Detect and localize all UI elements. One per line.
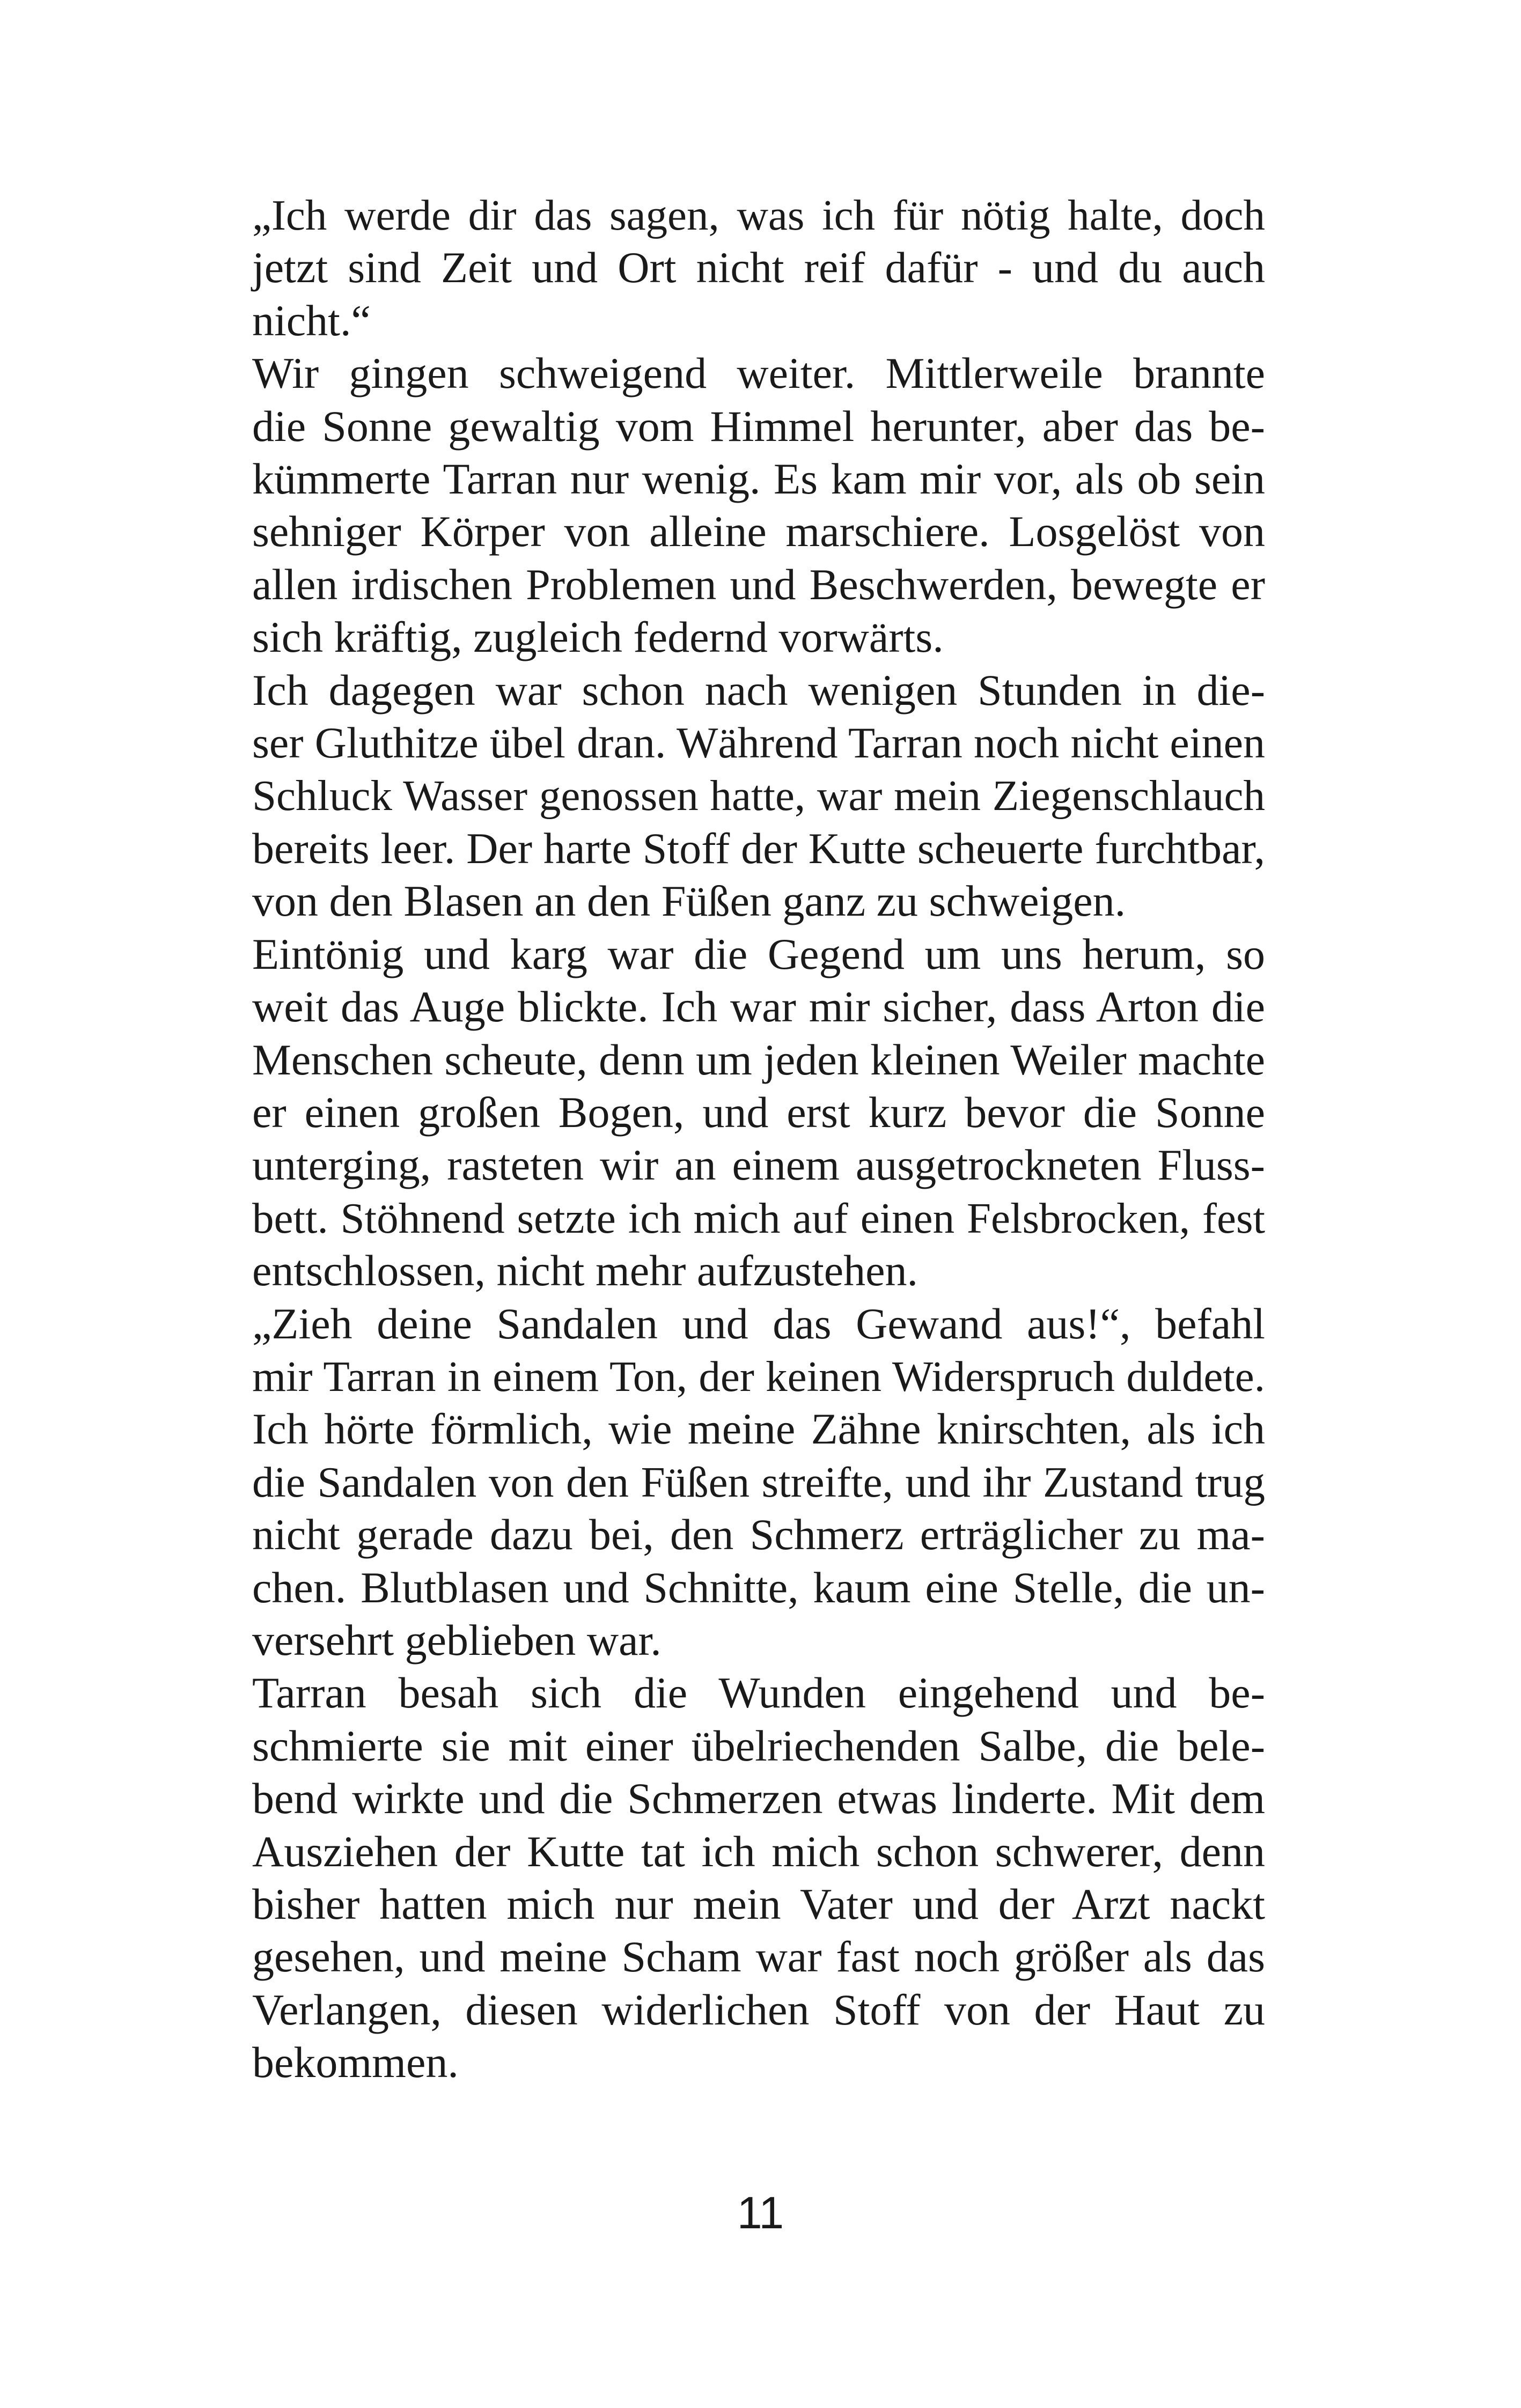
paragraph [189,1667,1265,2089]
text-line: sehniger Körper von alleine marschiere. Losgelöst von [252,507,1265,556]
text-line: unterging, rasteten wir an einem ausgetrockneten Fluss- [252,1140,1265,1190]
text-line: sich kräftig, zugleich federnd vorwärts. [252,613,944,662]
text-line: Eintönig und karg war die Gegend um uns herum, so [252,929,1265,978]
text-line: weit das Auge blickte. Ich war mir sicher, dass Arton die [252,982,1265,1032]
text-line: bett. Stöhnend setzte ich mich auf einen Felsbrocken, fest [252,1194,1265,1242]
text-line: ser Gluthitze übel dran. Während Tarran noch nicht einen [252,718,1265,768]
text-line: Ich hörte förmlich, wie meine Zähne knirschten, als ich [252,1404,1265,1454]
text-line: „Ich werde dir das sagen, was ich für nötig halte, doch [252,191,1265,239]
text-line: Verlangen, diesen widerlichen Stoff von der Haut zu [252,1985,1265,2034]
paragraph [189,928,1265,1298]
text-line: bereits leer. Der harte Stoff der Kutte scheuerte furchtbar, [252,823,1265,873]
text-line: gesehen, und meine Scham war fast noch größer als das [252,1932,1265,1982]
text-line: „Zieh deine Sandalen und das Gewand aus!“, befahl [252,1299,1265,1348]
text-line: mir Tarran in einem Ton, der keinen Widerspruch duldete. [252,1352,1265,1401]
text-line: Schluck Wasser genossen hatte, war mein Ziegenschlauch [252,771,1265,820]
text-line: versehrt geblieben war. [252,1615,662,1665]
text-line: Wir gingen schweigend weiter. Mittlerweile brannte [252,349,1265,398]
paragraph [189,189,1265,347]
text-line: bekommen. [252,2038,459,2087]
paragraph [189,347,1265,664]
text-line: kümmerte Tarran nur wenig. Es kam mir vor, als ob sein [252,454,1265,504]
text-line: die Sonne gewaltig vom Himmel herunter, aber das be- [252,401,1265,451]
text-line: nicht gerade dazu bei, den Schmerz erträglicher zu ma- [252,1510,1265,1559]
paragraph [189,1298,1265,1667]
text-line: er einen großen Bogen, und erst kurz bevor die Sonne [252,1087,1265,1137]
text-line: Tarran besah sich die Wunden eingehend und be- [252,1668,1265,1718]
text-line: allen irdischen Problemen und Beschwerden, bewegte er [252,559,1265,609]
text-line: bisher hatten mich nur mein Vater und der Arzt nackt [252,1880,1265,1928]
text-line: Ausziehen der Kutte tat ich mich schon schwerer, denn [252,1827,1265,1876]
text-line: chen. Blutblasen und Schnitte, kaum eine Stelle, die un- [252,1563,1265,1612]
text-line: bend wirkte und die Schmerzen etwas linderte. Mit dem [252,1774,1265,1823]
text-line: schmierte sie mit einer übelriechenden Salbe, die bele- [252,1721,1265,1770]
text-line: Ich dagegen war schon nach wenigen Stunden in die- [252,665,1265,715]
text-line: von den Blasen an den Füßen ganz zu schweigen. [252,877,1126,926]
text-line: Menschen scheute, denn um jeden kleinen Weiler machte [252,1035,1265,1084]
text-line: die Sandalen von den Füßen streifte, und ihr Zustand trug [252,1457,1265,1506]
page-number: 11 [737,2188,784,2238]
text-line: entschlossen, nicht mehr aufzustehen. [252,1246,919,1295]
paragraph [189,664,1265,928]
body-text [189,189,1265,2089]
text-line: nicht.“ [252,296,371,345]
text-line: jetzt sind Zeit und Ort nicht reif dafür - und du auch [252,243,1265,292]
